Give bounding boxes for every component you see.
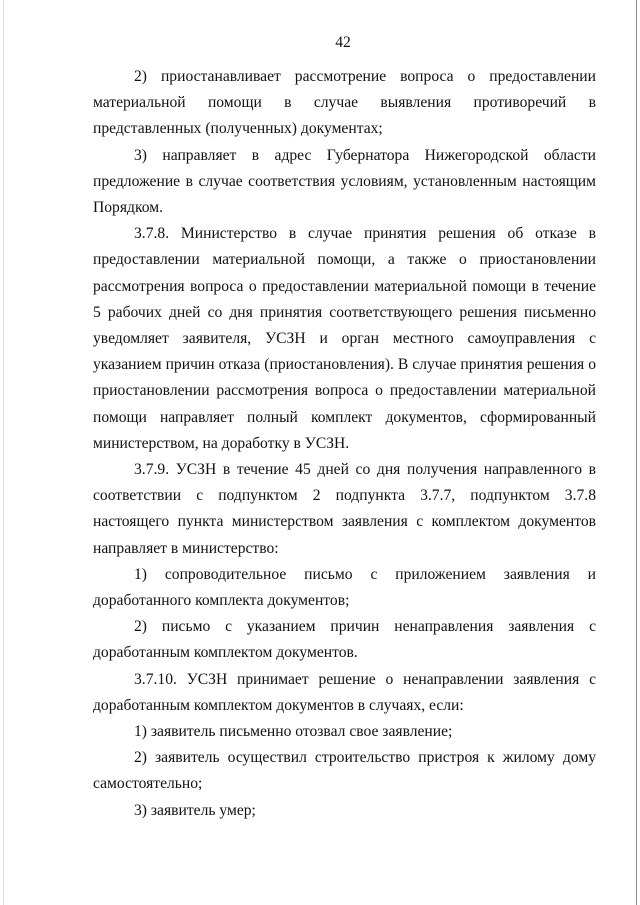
paragraph-3-7-10: 3.7.10. УСЗН принимает решение о ненаправлении заявления с доработанным комплектом документов в случаях, если:	[93, 670, 596, 714]
paragraph-built-himself: 2) заявитель осуществил строительство пристроя к жилому дому самостоятельно;	[93, 749, 596, 793]
paragraph-send-to-governor: 3) направляет в адрес Губернатора Нижегородской области предложение в случае соответствия условиям, установленным настоящим Порядком.	[93, 146, 596, 217]
document-body	[93, 64, 596, 824]
scan-left-edge	[3, 0, 4, 905]
paragraph-suspend: 2) приостанавливает рассмотрение вопроса о предоставлении материальной помощи в случае выявления противоречий в представленных (полученных) документах;	[93, 68, 596, 138]
paragraph-withdrew: 1) заявитель письменно отозвал свое заявление;	[134, 723, 453, 741]
paragraph-3-7-8: 3.7.8. Министерство в случае принятия решения об отказе в предоставлении материальной помощи, а также о приостановлении рассмотрения вопроса о предоставлении материальной помощи в течение 5 рабочих дней со дня принятия соответствующего решения письменно уведомляет заявителя, УСЗН и орган местного самоуправления с указанием причин отказа (приостановления). В случае принятия решения о приостановлении рассмотрения вопроса о предоставлении материальной помощи направляет полный комплект документов, сформированный министерством, на доработку в УСЗН.	[93, 225, 596, 452]
paragraph-letter-reasons: 2) письмо с указанием причин ненаправления заявления с доработанным комплектом документов.	[93, 618, 596, 662]
page-number: 42	[335, 34, 351, 51]
paragraph-3-7-9: 3.7.9. УСЗН в течение 45 дней со дня получения направленного в соответствии с подпунктом 2 подпункта 3.7.7, подпунктом 3.7.8 настоящего пункта министерством заявления с комплектом документов направляет в министерство:	[93, 461, 596, 557]
paragraph-died: 3) заявитель умер;	[134, 801, 256, 819]
scan-right-edge	[636, 0, 637, 905]
paragraph-cover-letter: 1) сопроводительное письмо с приложением заявления и доработанного комплекта документов;	[93, 565, 596, 610]
